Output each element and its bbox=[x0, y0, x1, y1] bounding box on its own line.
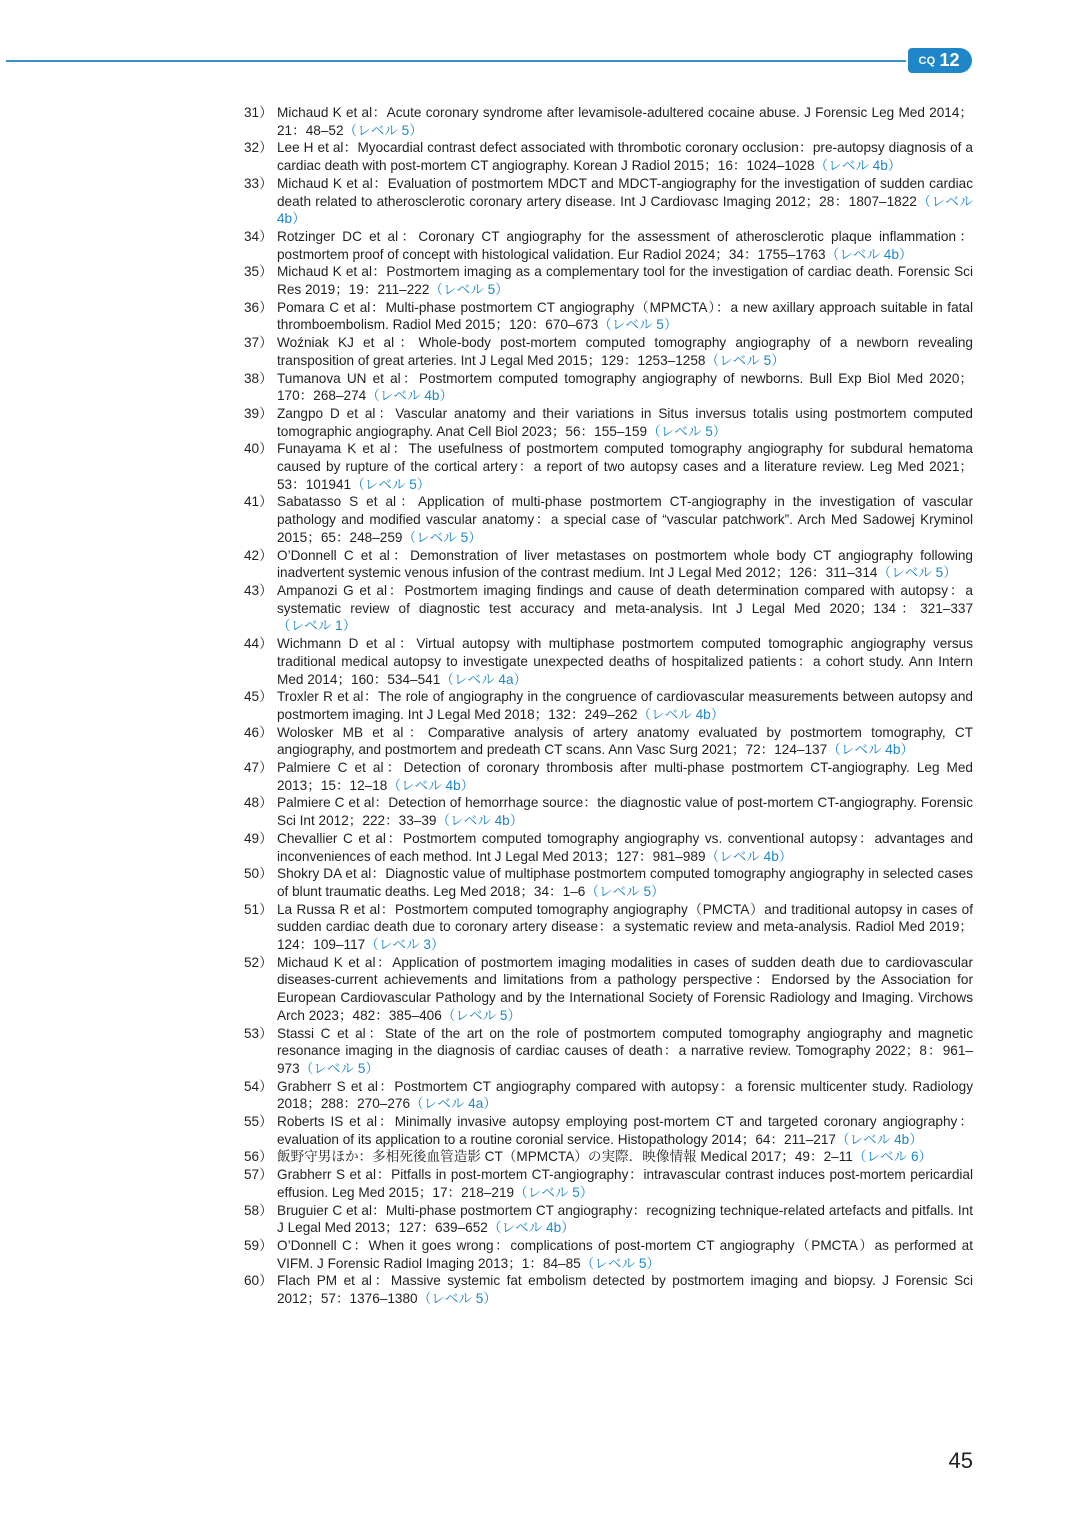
reference-text: Woźniak KJ et al：Whole-body post-mortem computed tomography angiography of a newborn revealing transposition of great arteries. Int J Legal Med 2015；129：1253–1258 bbox=[277, 335, 973, 368]
reference-text: La Russa R et al：Postmortem computed tomography angiography（PMCTA）and traditional autopsy in cases of sudden cardiac death due to coronary artery disease：a systematic review and meta-analysis. Radiol Med 2019；124：109–117 bbox=[277, 901, 973, 953]
reference-text: Grabherr S et al：Pitfalls in post-mortem CT-angiography：intravascular contrast induces post-mortem pericardial effusion. Leg Med 2015；17：218–219 bbox=[277, 1167, 973, 1200]
evidence-level: （レベル 5） bbox=[299, 1060, 379, 1076]
reference-number: 48） bbox=[244, 795, 273, 811]
evidence-level: （レベル 5） bbox=[585, 883, 665, 899]
reference-number: 57） bbox=[244, 1167, 273, 1183]
evidence-level: （レベル 5） bbox=[417, 1291, 497, 1307]
evidence-level: （レベル 6） bbox=[852, 1149, 933, 1165]
reference-number: 47） bbox=[244, 760, 273, 776]
evidence-level: （レベル 4b） bbox=[814, 158, 902, 174]
reference-item bbox=[244, 175, 973, 228]
reference-item bbox=[244, 263, 973, 298]
reference-item bbox=[244, 1166, 973, 1201]
reference-text: Stassi C et al：State of the art on the role of postmortem computed tomography angiography and magnetic resonance imaging in the diagnosis of cardiac causes of death：a narrative review. Tomography 2022；8：961–973 bbox=[277, 1025, 973, 1076]
reference-number: 35） bbox=[244, 264, 273, 280]
evidence-level: （レベル 4b） bbox=[825, 246, 913, 262]
reference-text: Wichmann D et al：Virtual autopsy with multiphase postmortem computed tomographic angiography versus traditional medical autopsy to investigate unexpected deaths of hospitalized patients：a cohort study. Ann Intern Med 2014；160：534–541 bbox=[277, 636, 973, 687]
reference-list bbox=[244, 104, 973, 1308]
reference-item bbox=[244, 139, 973, 174]
reference-item bbox=[244, 635, 973, 688]
reference-item bbox=[244, 1237, 973, 1272]
evidence-level: （レベル 3） bbox=[365, 937, 445, 953]
reference-item bbox=[244, 1148, 973, 1166]
header-rule bbox=[6, 60, 906, 62]
reference-number: 49） bbox=[244, 830, 273, 846]
reference-number: 41） bbox=[244, 494, 273, 510]
reference-text: Palmiere C et al：Detection of coronary thrombosis after multi-phase postmortem CT-angiography. Leg Med 2013；15：12–18 bbox=[277, 760, 973, 793]
reference-number: 60） bbox=[244, 1273, 273, 1289]
reference-number: 40） bbox=[244, 441, 273, 457]
reference-number: 54） bbox=[244, 1078, 273, 1094]
reference-item bbox=[244, 582, 973, 635]
reference-text: Grabherr S et al：Postmortem CT angiography compared with autopsy：a forensic multicenter study. Radiology 2018；288：270–276 bbox=[277, 1078, 973, 1112]
reference-number: 52） bbox=[244, 954, 273, 970]
evidence-level: （レベル 5） bbox=[598, 317, 678, 333]
reference-number: 39） bbox=[244, 405, 273, 421]
reference-text: Palmiere C et al：Detection of hemorrhage source：the diagnostic value of post-mortem CT-angiography. Forensic Sci Int 2012；222：33–39 bbox=[277, 795, 973, 829]
reference-text: Michaud K et al：Application of postmortem imaging modalities in cases of sudden death due to cardiovascular diseases-current achievements and limitations from a pathology perspective：Endorsed by the Association for European Cardiovascular Pathology and by the International Society of Forensic Radiology and Imaging. Virchows Arch 2023；482：385–406 bbox=[277, 954, 973, 1023]
evidence-level: （レベル 4b） bbox=[705, 848, 793, 864]
evidence-level: （レベル 5） bbox=[580, 1255, 661, 1271]
reference-number: 38） bbox=[244, 370, 273, 386]
reference-text: 飯野守男ほか：多相死後血管造影 CT（MPMCTA）の実際．映像情報 Medical 2017；49：2–11 bbox=[277, 1149, 853, 1165]
reference-text: Troxler R et al：The role of angiography in the congruence of cardiovascular measurements between autopsy and postmortem imaging. Int J Legal Med 2018；132：249–262 bbox=[277, 689, 973, 722]
evidence-level: （レベル 4a） bbox=[440, 671, 528, 687]
reference-text: Roberts IS et al：Minimally invasive autopsy employing post-mortem CT and targeted coronary angiography：evaluation of its application to a routine coronial service. Histopathology 2014；64：211–217 bbox=[277, 1114, 973, 1147]
evidence-level: （レベル 4b） bbox=[387, 777, 475, 793]
cq-badge-number: 12 bbox=[939, 50, 960, 70]
reference-number: 43） bbox=[244, 582, 273, 598]
reference-number: 51） bbox=[244, 901, 273, 917]
reference-item bbox=[244, 1202, 973, 1237]
reference-number: 33） bbox=[244, 175, 273, 191]
evidence-level: （レベル 1） bbox=[277, 618, 357, 634]
evidence-level: （レベル 4b） bbox=[436, 813, 524, 829]
evidence-level: （レベル 4b） bbox=[827, 742, 915, 758]
evidence-level: （レベル 5） bbox=[429, 282, 509, 298]
reference-text: Sabatasso S et al：Application of multi-phase postmortem CT-angiography in the investigation of vascular pathology and modified vascular anatomy：a special case of “vascular patchwork”. Arch Med Sadowej Kryminol 2015；65：248–259 bbox=[277, 494, 973, 545]
reference-number: 44） bbox=[244, 636, 273, 652]
reference-item bbox=[244, 1272, 973, 1307]
reference-item bbox=[244, 334, 973, 369]
reference-item bbox=[244, 1113, 973, 1148]
evidence-level: （レベル 5） bbox=[351, 476, 431, 492]
reference-item bbox=[244, 440, 973, 493]
reference-text: Chevallier C et al：Postmortem computed tomography angiography vs. conventional autopsy：advantages and inconveniences of each method. Int J Legal Med 2013；127：981–989 bbox=[277, 830, 973, 864]
reference-text: Pomara C et al：Multi-phase postmortem CT angiography（MPMCTA）：a new axillary approach suitable in fatal thromboembolism. Radiol Med 2015；120：670–673 bbox=[277, 299, 973, 333]
evidence-level: （レベル 5） bbox=[402, 529, 482, 545]
reference-item bbox=[244, 1025, 973, 1078]
evidence-level: （レベル 4a） bbox=[410, 1096, 497, 1112]
reference-text: Zangpo D et al：Vascular anatomy and their variations in Situs inversus totalis using postmortem computed tomographic angiography. Anat Cell Biol 2023；56：155–159 bbox=[277, 405, 973, 439]
evidence-level: （レベル 5） bbox=[514, 1184, 594, 1200]
reference-item bbox=[244, 228, 973, 263]
reference-number: 34） bbox=[244, 228, 273, 244]
reference-number: 59） bbox=[244, 1238, 273, 1253]
reference-item bbox=[244, 759, 973, 794]
reference-number: 58） bbox=[244, 1202, 273, 1218]
reference-number: 56） bbox=[244, 1149, 273, 1165]
reference-text: Tumanova UN et al：Postmortem computed tomography angiography of newborns. Bull Exp Biol Med 2020；170：268–274 bbox=[277, 370, 973, 404]
evidence-level: （レベル 4b） bbox=[637, 706, 725, 722]
reference-item bbox=[244, 405, 973, 440]
page-number: 45 bbox=[948, 1448, 973, 1473]
reference-item bbox=[244, 493, 973, 546]
evidence-level: （レベル 5） bbox=[441, 1007, 522, 1023]
reference-text: Lee H et al：Myocardial contrast defect associated with thrombotic coronary occlusion：pre-autopsy diagnosis of a cardiac death with post-mortem CT angiography. Korean J Radiol 2015；16：1024–1028 bbox=[277, 140, 973, 174]
reference-number: 37） bbox=[244, 335, 273, 351]
reference-text: Bruguier C et al：Multi-phase postmortem CT angiography：recognizing technique-related artefacts and pitfalls. Int J Legal Med 2013；127：639–652 bbox=[277, 1202, 973, 1236]
reference-item bbox=[244, 299, 973, 334]
reference-number: 42） bbox=[244, 547, 273, 563]
reference-number: 36） bbox=[244, 299, 273, 315]
reference-number: 32） bbox=[244, 140, 273, 156]
reference-text: O’Donnell C et al：Demonstration of liver metastases on postmortem whole body CT angiography following inadvertent systemic venous infusion of the contrast medium. Int J Legal Med 2012；126：311–314 bbox=[277, 547, 973, 581]
reference-item bbox=[244, 794, 973, 829]
reference-text: Rotzinger DC et al：Coronary CT angiography for the assessment of atherosclerotic plaque inflammation：postmortem proof of concept with histological validation. Eur Radiol 2024；34：1755–1763 bbox=[277, 228, 973, 262]
reference-text: Ampanozi G et al：Postmortem imaging findings and cause of death determination compared with autopsy：a systematic review of diagnostic test accuracy and meta-analysis. Int J Legal Med 2020；134：321–337 bbox=[277, 582, 973, 616]
reference-item bbox=[244, 901, 973, 954]
evidence-level: （レベル 4b） bbox=[277, 193, 973, 227]
evidence-level: （レベル 5） bbox=[877, 565, 957, 581]
evidence-level: （レベル 5） bbox=[705, 352, 785, 368]
reference-item bbox=[244, 1078, 973, 1113]
reference-text: Michaud K et al：Evaluation of postmortem MDCT and MDCT-angiography for the investigation of sudden cardiac death related to atherosclerotic coronary artery disease. Int J Cardiovasc Imaging 2012；28：1807–1822 bbox=[277, 175, 973, 209]
reference-item bbox=[244, 688, 973, 723]
reference-number: 53） bbox=[244, 1025, 273, 1041]
reference-text: Michaud K et al：Acute coronary syndrome after levamisole-adultered cocaine abuse. J Forensic Leg Med 2014；21：48–52 bbox=[277, 105, 973, 138]
reference-item bbox=[244, 547, 973, 582]
cq-badge bbox=[908, 48, 972, 73]
reference-number: 31） bbox=[244, 105, 273, 120]
reference-item bbox=[244, 830, 973, 865]
reference-text: Shokry DA et al：Diagnostic value of multiphase postmortem computed tomography angiography in selected cases of blunt traumatic deaths. Leg Med 2018；34：1–6 bbox=[277, 866, 973, 899]
evidence-level: （レベル 4b） bbox=[366, 388, 454, 404]
evidence-level: （レベル 5） bbox=[647, 423, 727, 439]
reference-item bbox=[244, 865, 973, 900]
reference-item bbox=[244, 104, 973, 139]
reference-item bbox=[244, 370, 973, 405]
reference-text: Wolosker MB et al：Comparative analysis of artery anatomy evaluated by postmortem tomography, CT angiography, and postmortem and predeath CT scans. Ann Vasc Surg 2021；72：124–137 bbox=[277, 724, 973, 758]
evidence-level: （レベル 4b） bbox=[487, 1220, 575, 1236]
reference-text: Michaud K et al：Postmortem imaging as a complementary tool for the investigation of cardiac death. Forensic Sci Res 2019；19：211–222 bbox=[277, 264, 973, 298]
reference-text: O’Donnell C：When it goes wrong：complications of post-mortem CT angiography（PMCTA）as performed at VIFM. J Forensic Radiol Imaging 2013；1：84–85 bbox=[277, 1238, 973, 1271]
reference-number: 46） bbox=[244, 724, 273, 740]
reference-text: Flach PM et al：Massive systemic fat embolism detected by postmortem imaging and biopsy. J Forensic Sci 2012；57：1376–1380 bbox=[277, 1273, 973, 1307]
reference-number: 50） bbox=[244, 866, 273, 882]
evidence-level: （レベル 5） bbox=[343, 122, 423, 138]
reference-item bbox=[244, 724, 973, 759]
reference-number: 55） bbox=[244, 1114, 273, 1130]
cq-badge-prefix: CQ bbox=[918, 54, 936, 67]
reference-item bbox=[244, 954, 973, 1025]
reference-text: Funayama K et al：The usefulness of postmortem computed tomography angiography for subdural hematoma caused by rupture of the cortical artery：a report of two autopsy cases and a literature review. Leg Med 2021；53：101941 bbox=[277, 441, 973, 492]
reference-number: 45） bbox=[244, 689, 273, 705]
evidence-level: （レベル 4b） bbox=[835, 1131, 923, 1147]
